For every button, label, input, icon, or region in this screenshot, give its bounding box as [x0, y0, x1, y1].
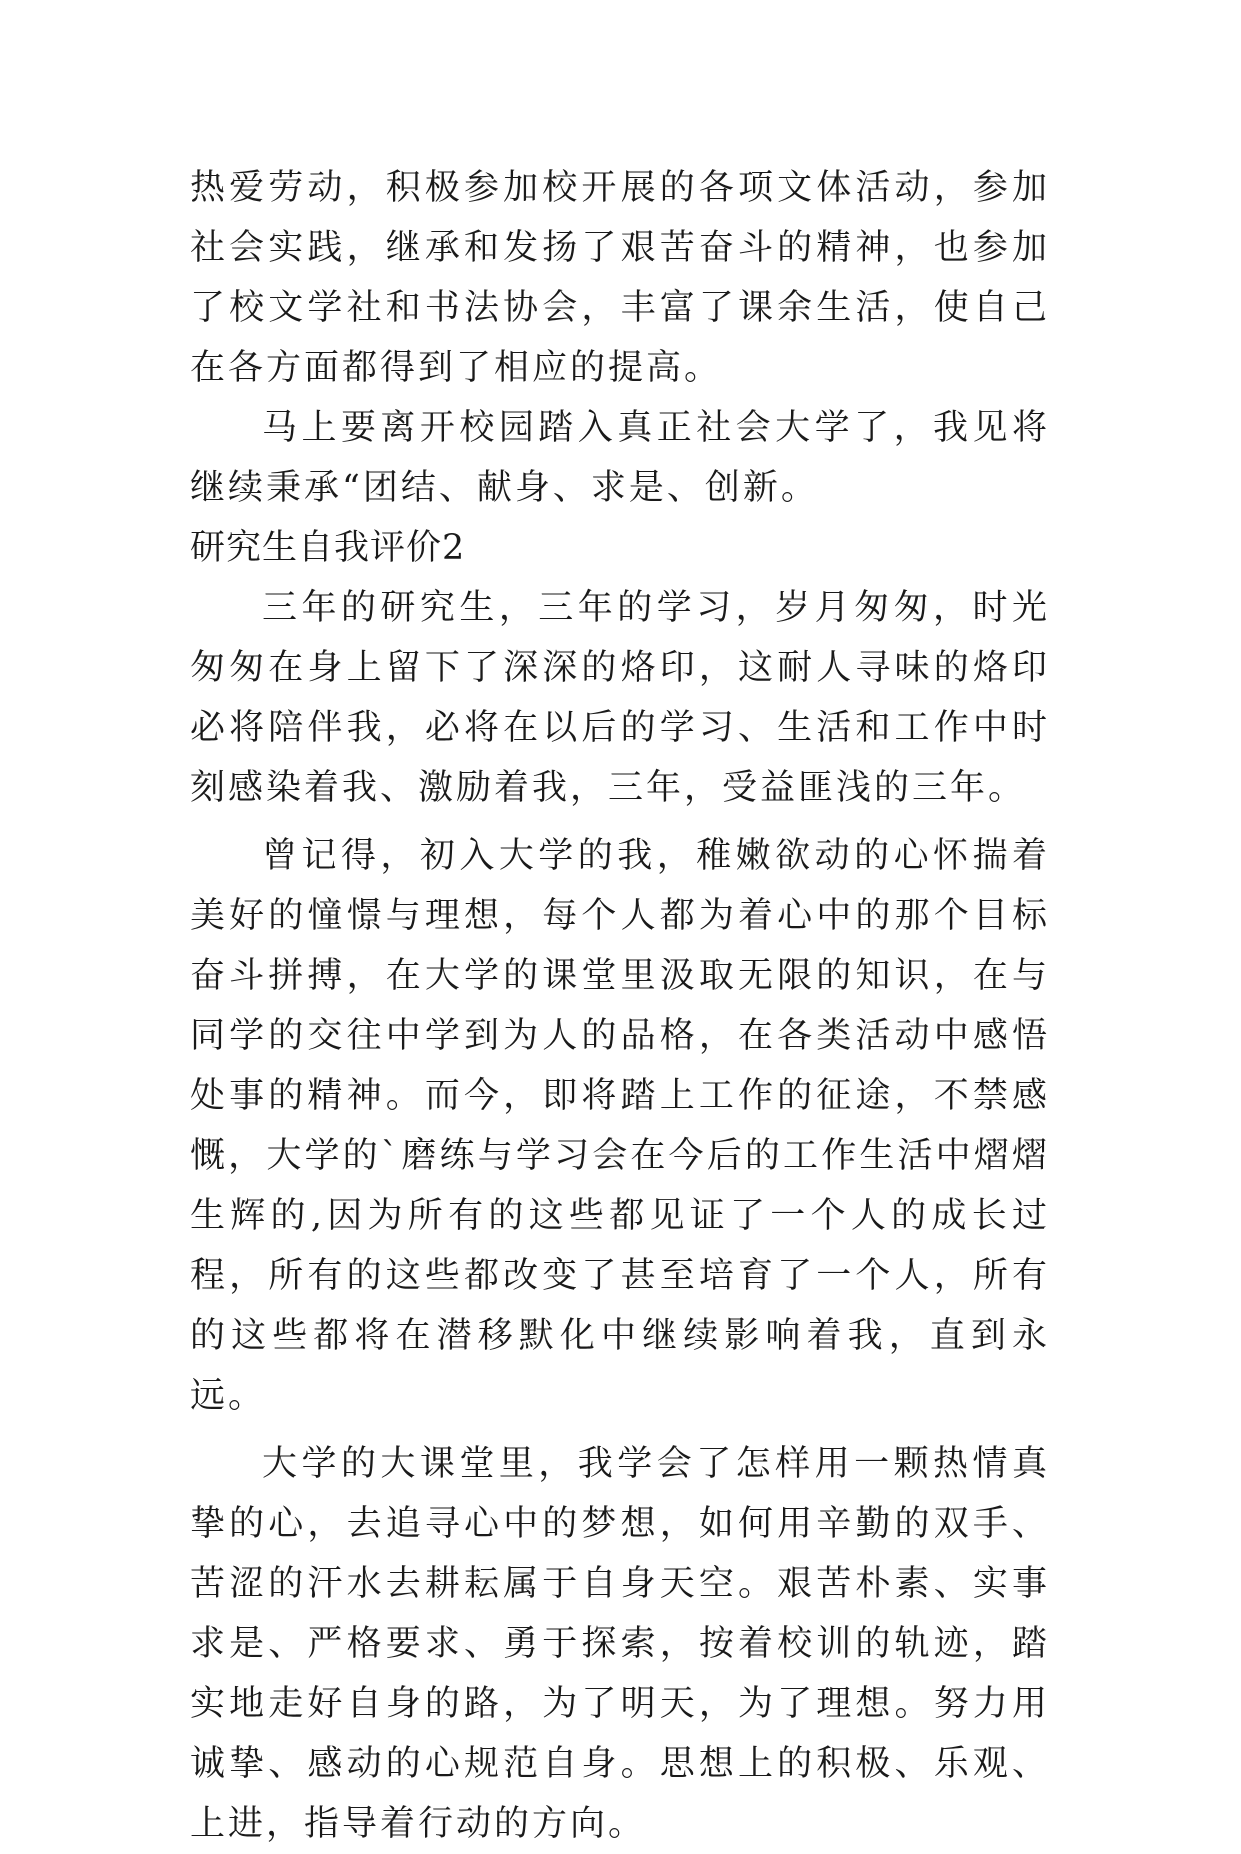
paragraph-closing: 马上要离开校园踏入真正社会大学了，我见将继续秉承“团结、献身、求是、创新。: [190, 408, 1050, 508]
paragraph-spacer: [190, 1426, 1050, 1434]
paragraph-memories: 曾记得，初入大学的我，稚嫩欲动的心怀揣着美好的憧憬与理想，每个人都为着心中的那个目标奋斗拼搏，在大学的课堂里汲取无限的知识，在与同学的交往中学到为人的品格，在各类活动中感悟处事的精神。而今，即将踏上工作的征途，不禁感慨，大学的`磨练与学习会在今后的工作生活中熠熠生辉的,因为所有的这些都见证了一个人的成长过程，所有的这些都改变了甚至培育了一个人，所有的这些都将在潜移默化中继续影响着我，直到永远。: [190, 836, 1050, 1416]
paragraph-continuation: 热爱劳动，积极参加校开展的各项文体活动，参加社会实践，继承和发扬了艰苦奋斗的精神，也参加了校文学社和书法协会，丰富了课余生活，使自己在各方面都得到了相应的提高。: [190, 168, 1050, 388]
paragraph-spacer: [190, 818, 1050, 826]
paragraph-classroom: 大学的大课堂里，我学会了怎样用一颗热情真挚的心，去追寻心中的梦想，如何用辛勤的双手、苦涩的汗水去耕耘属于自身天空。艰苦朴素、实事求是、严格要求、勇于探索，按着校训的轨迹，踏实地走好自身的路，为了明天，为了理想。努力用诚挚、感动的心规范自身。思想上的积极、乐观、上进，指导着行动的方向。: [190, 1444, 1050, 1844]
paragraph-intro: 三年的研究生，三年的学习，岁月匆匆，时光匆匆在身上留下了深深的烙印，这耐人寻味的烙印必将陪伴我，必将在以后的学习、生活和工作中时刻感染着我、激励着我，三年，受益匪浅的三年。: [190, 588, 1050, 808]
section-heading: 研究生自我评价2: [190, 528, 466, 568]
document-body: [190, 158, 1050, 1854]
